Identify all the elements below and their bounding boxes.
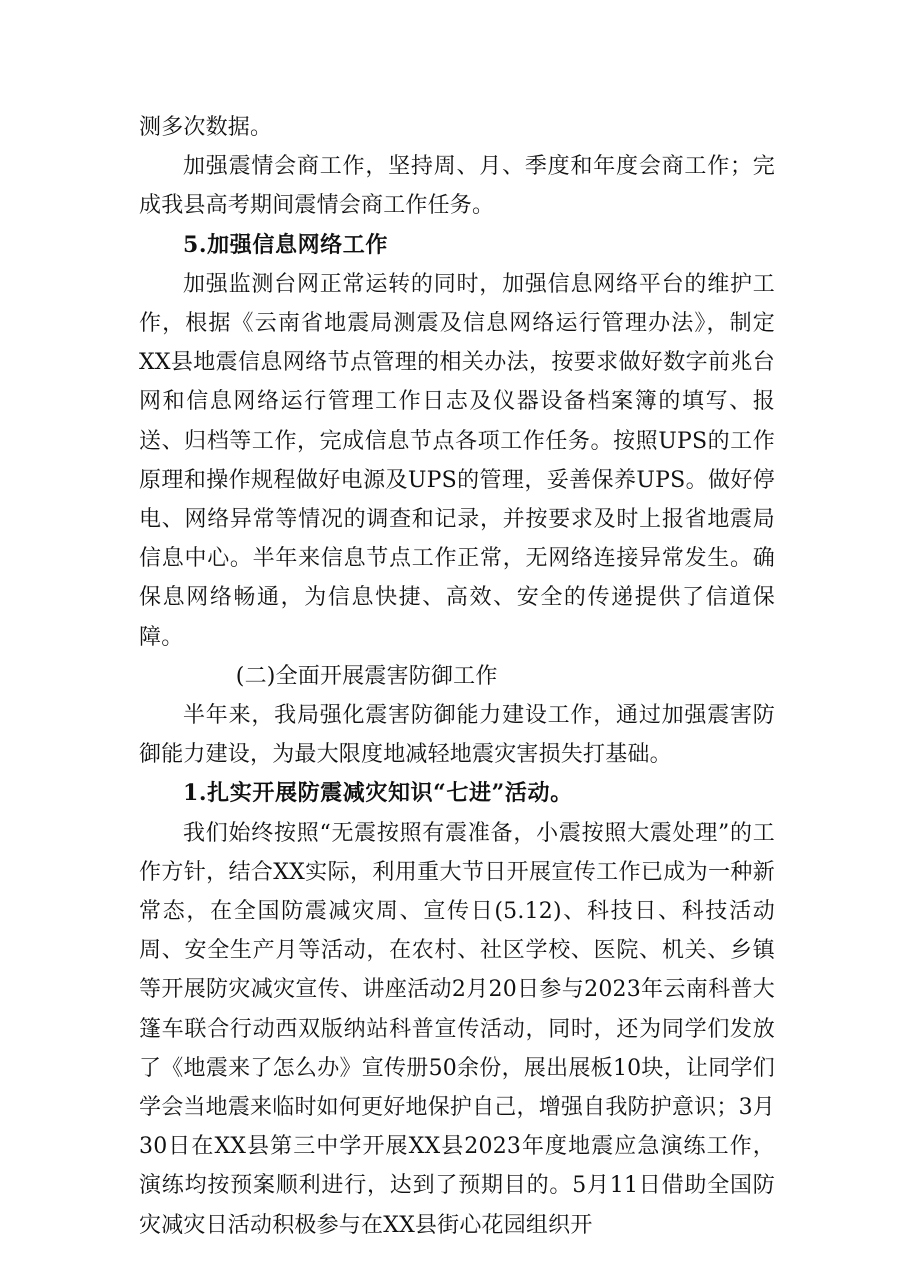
paragraph-network: 加强监测台网正常运转的同时，加强信息网络平台的维护工作，根据《云南省地震局测震及信息网络运行管理办法》，制定XX县地震信息网络节点管理的相关办法，按要求做好数字前兆台网和信息网络运行管理工作日志及仪器设备档案簿的填写、报送、归档等工作，完成信息节点各项工作任务。按照UPS的工作原理和操作规程做好电源及UPS的管理，妥善保养UPS。做好停电、网络异常等情况的调查和记录，并按要求及时上报省地震局信息中心。半年来信息节点工作正常，无网络连接异常发生。确保息网络畅通，为信息快捷、高效、安全的传递提供了信道保障。 <box>139 271 775 650</box>
section-heading-network: 5.加强信息网络工作 <box>183 231 388 258</box>
paragraph-continuation: 测多次数据。 <box>139 115 273 140</box>
paragraph-defense: 半年来，我局强化震害防御能力建设工作，通过加强震害防御能力建设，为最大限度地减轻地震灾害损失打基础。 <box>139 703 775 768</box>
document-body <box>139 108 775 1245</box>
section-heading-defense: (二)全面开展震害防御工作 <box>235 663 498 689</box>
paragraph-outreach: 我们始终按照“无震按照有震准备，小震按照大震处理”的工作方针，结合XX实际，利用重大节日开展宣传工作已成为一种新常态，在全国防震减灾周、宣传日(5.12)、科技日、科技活动周、安全生产月等活动，在农村、社区学校、医院、机关、乡镇等开展防灾减灾宣传、讲座活动2月20日参与2023年云南科普大篷车联合行动西双版纳站科普宣传活动，同时，还为同学们发放了《地震来了怎么办》宣传册50余份，展出展板10块，让同学们学会当地震来临时如何更好地保护自己，增强自我防护意识；3月30日在XX县第三中学开展XX县2023年度地震应急演练工作，演练均按预案顺利进行，达到了预期目的。5月11日借助全国防灾减灾日活动积极参与在XX县街心花园组织开 <box>139 820 775 1238</box>
section-heading-outreach: 1.扎实开展防震减灾知识“七进”活动。 <box>183 780 573 807</box>
paragraph-consultation: 加强震情会商工作，坚持周、月、季度和年度会商工作；完成我县高考期间震情会商工作任务。 <box>139 154 775 219</box>
